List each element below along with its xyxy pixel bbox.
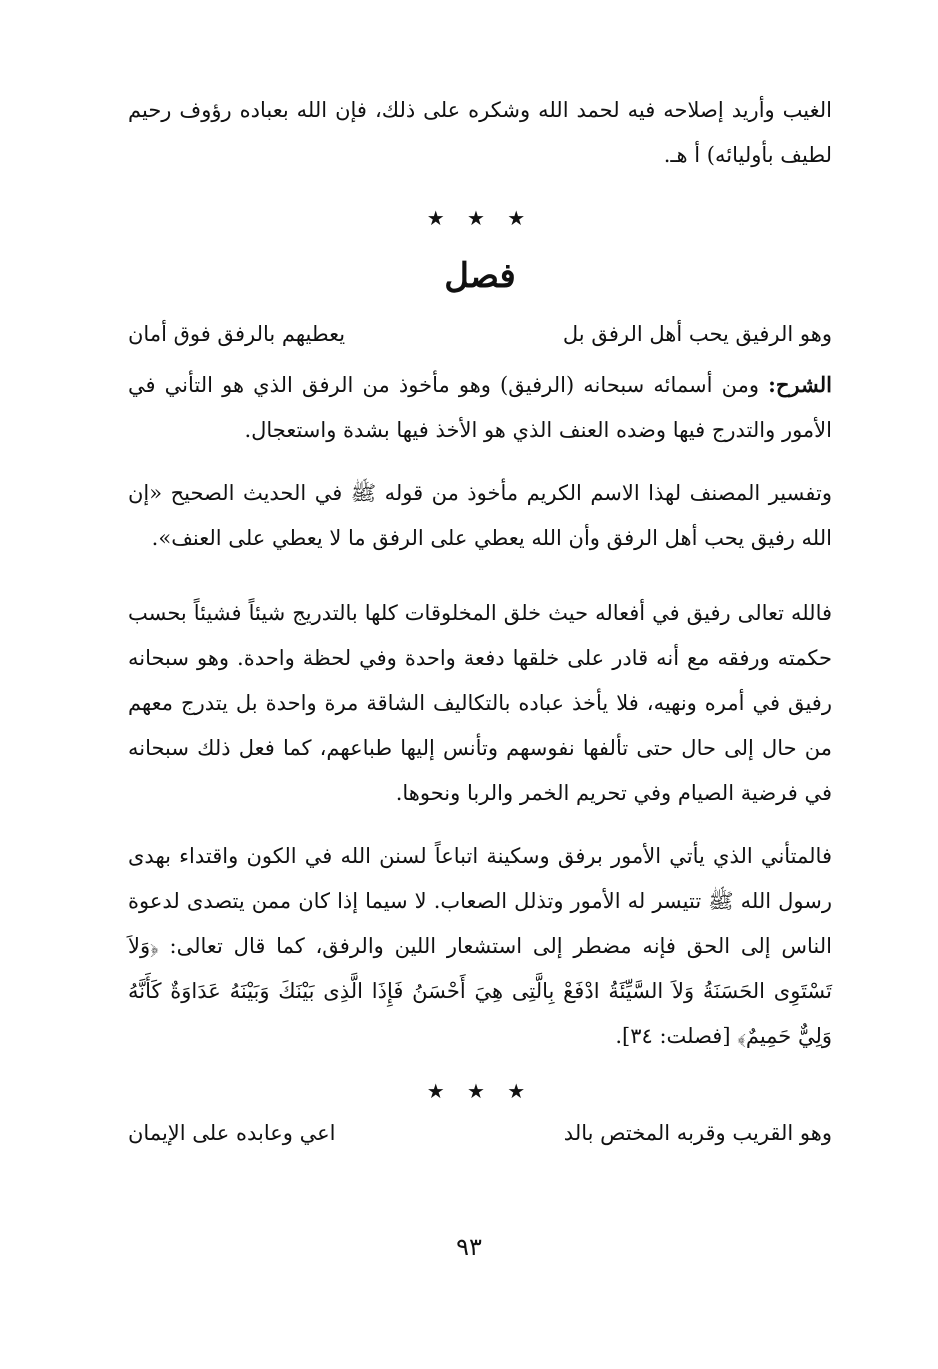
verse-first-hemistich: وهو الرفيق يحب أهل الرفق بل: [562, 322, 832, 346]
deliberation-paragraph: فالمتأني الذي يأتي الأمور برفق وسكينة اتباعاً لسنن الله في الكون واقتداء بهدى رسول الله ﷺ تتيسر له الأمور وتذلل الصعاب. لا سيما إذا كان ممن يتصدى لدعوة الناس إلى الحق فإنه مضطر إلى استشعار اللين والرفق، كما قال تعالى: ﴿وَلاَ تَسْتَوِى الحَسَنَةُ وَلاَ السَّيِّئَةُ ادْفَعْ بِالَّتِى هِيَ أَحْسَنُ فَإِذَا الَّذِى بَيْنَكَ وَبَيْنَهُ عَدَاوَةٌ كَأَنَّهُ وَلِيٌّ حَمِيمٌ﴾ [فصلت: ٣٤].: [128, 844, 832, 1048]
sharh-label: الشرح:: [768, 372, 832, 397]
poem-verse-2: [128, 1109, 832, 1157]
sharh-paragraph: [128, 362, 832, 453]
verse-2-first-hemistich: وهو القريب وقربه المختص بالد: [563, 1121, 832, 1145]
sharh-text: ومن أسمائه سبحانه (الرفيق) وهو مأخوذ من الرفق الذي هو التأني في الأمور والتدرج فيها وضده العنف الذي هو الأخذ فيها بشدة واستعجال.: [128, 373, 832, 442]
creation-paragraph: فالله تعالى رفيق في أفعاله حيث خلق المخلوقات كلها بالتدريج شيئاً فشيئاً بحسب حكمته ورفقه مع أنه قادر على خلقها دفعة واحدة وفي لحظة واحدة. وهو سبحانه رفيق في أمره ونهيه، فلا يأخذ عباده بالتكاليف الشاقة مرة واحدة بل يتدرج معهم من حال إلى حال حتى تألفها نفوسهم وتأنس إليها طباعهم، كما فعل ذلك سبحانه في فرضية الصيام وفي تحريم الخمر والربا ونحوها.: [128, 601, 832, 805]
verse-second-hemistich: يعطيهم بالرفق فوق أمان: [128, 322, 346, 346]
hadith-paragraph: وتفسير المصنف لهذا الاسم الكريم مأخوذ من قوله ﷺ في الحديث الصحيح «إن الله رفيق يحب أهل الرفق وأن الله يعطي على الرفق ما لا يعطي على العنف».: [128, 481, 832, 550]
page-number: ٩٣: [456, 1233, 482, 1261]
separator-stars: ★ ★ ★: [426, 206, 534, 230]
intro-paragraph: الغيب وأريد إصلاحه فيه لحمد الله وشكره على ذلك، فإن الله بعباده رؤوف رحيم لطيف بأوليائه) أ هـ.: [128, 98, 832, 167]
section-title: فصل: [444, 256, 516, 296]
separator-stars-2: ★ ★ ★: [426, 1079, 534, 1103]
verse-2-second-hemistich: اعي وعابده على الإيمان: [128, 1121, 336, 1145]
poem-verse: [128, 310, 832, 358]
